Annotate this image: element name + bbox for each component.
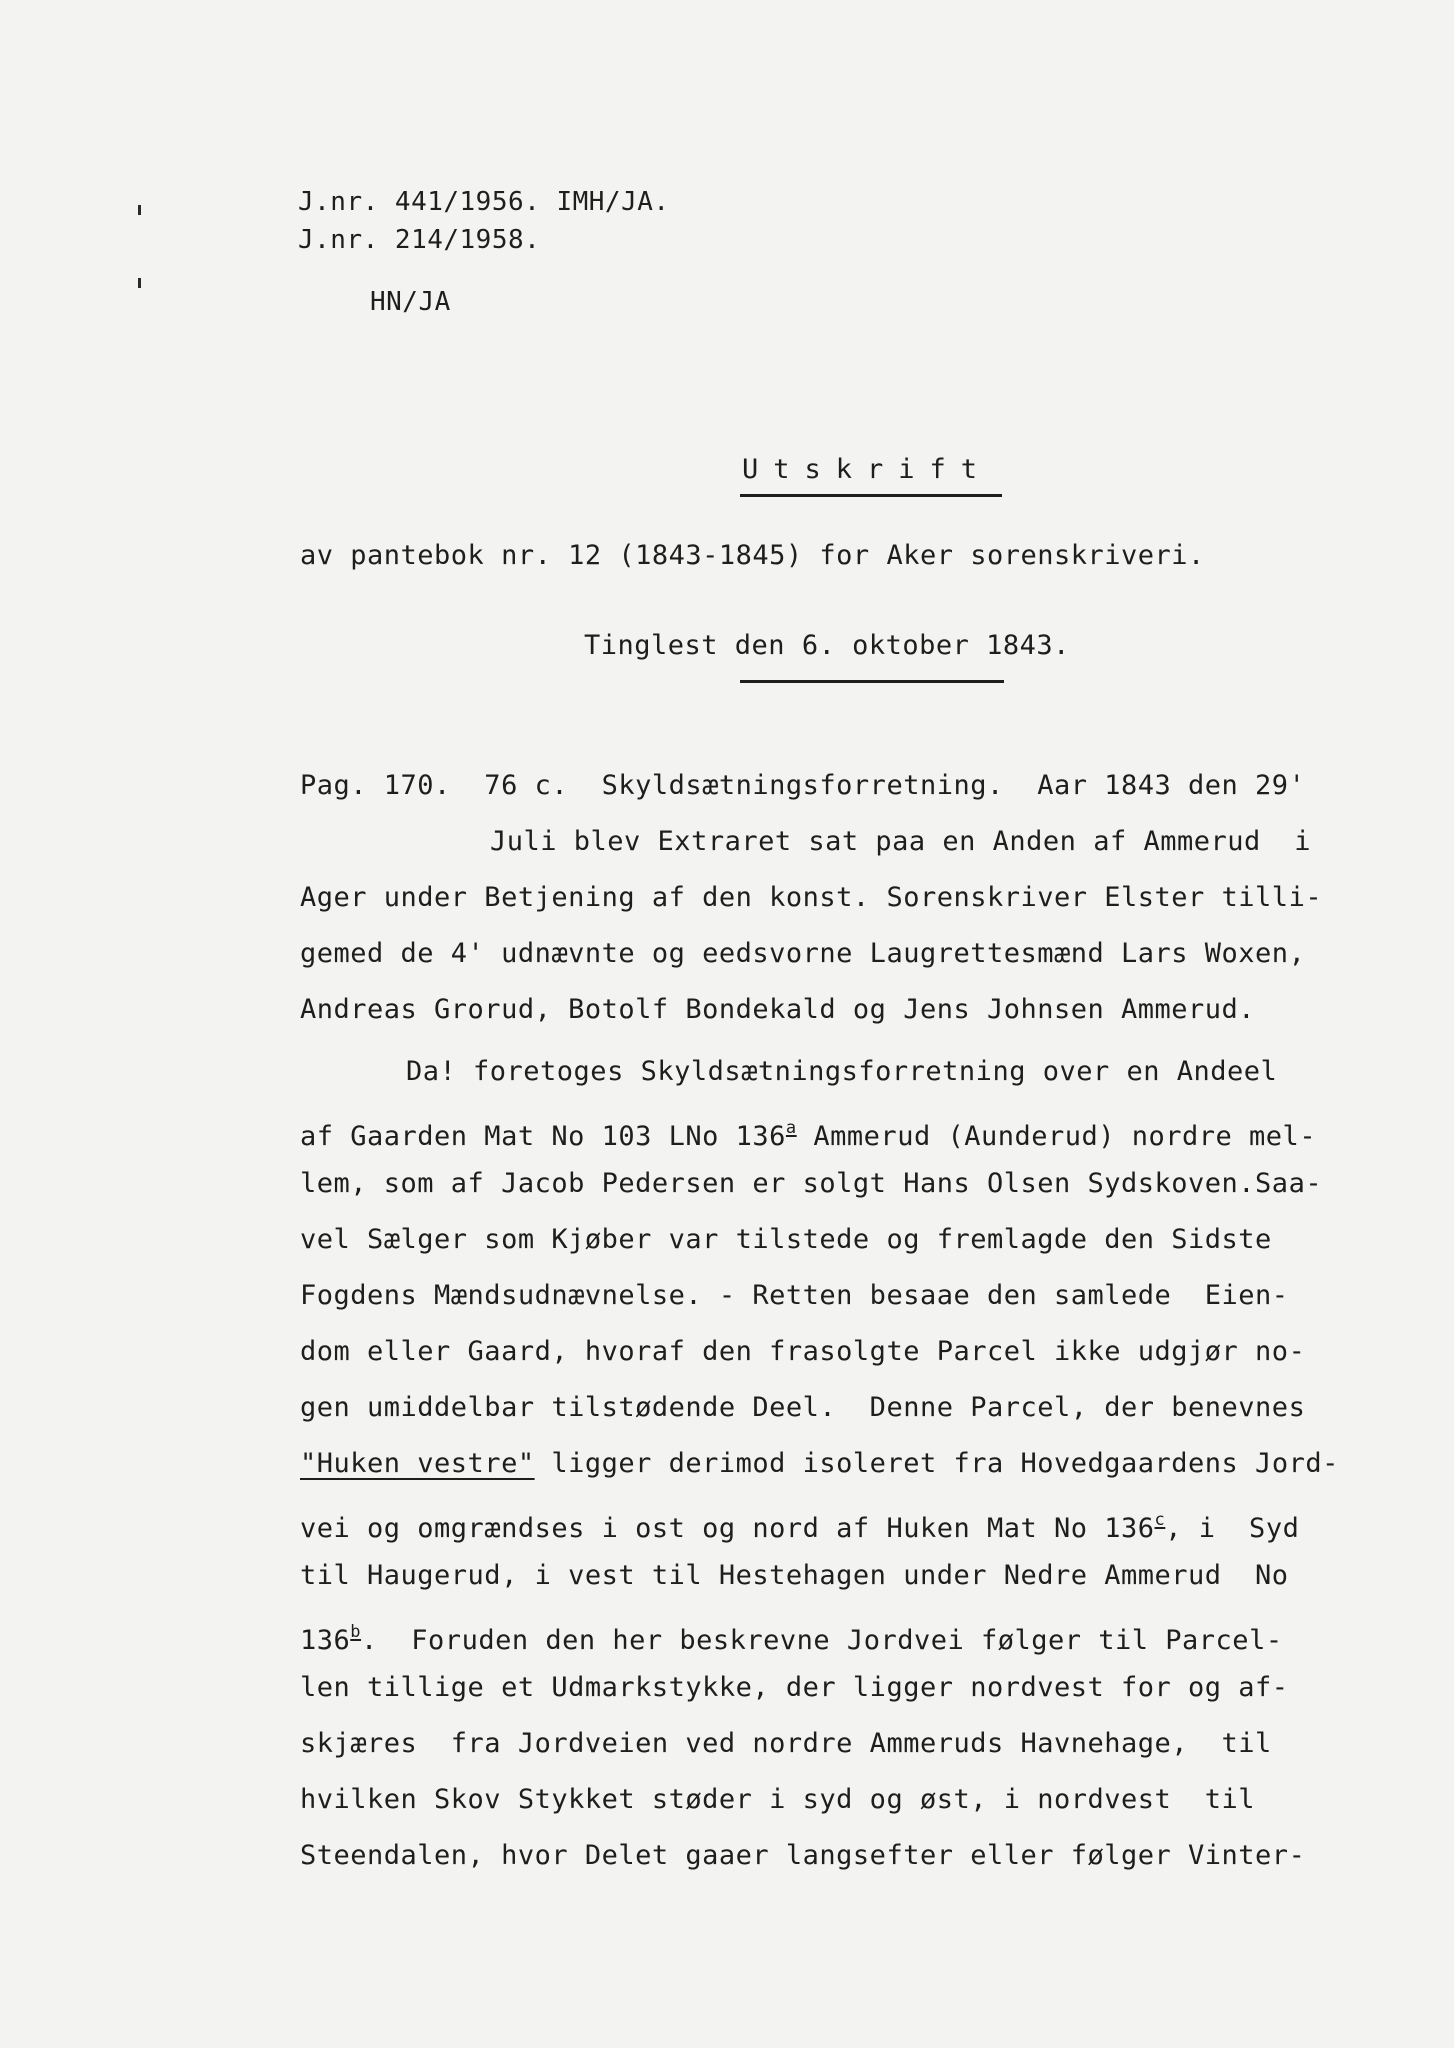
body-line-7 xyxy=(300,1112,1316,1153)
body-line-16-end: . Foruden den her beskrevne Jordvei følger til Parcel- xyxy=(361,1625,1283,1656)
superscript-a: a xyxy=(785,1118,797,1138)
underlined-place-name: "Huken vestre" xyxy=(300,1448,535,1479)
body-line-16 xyxy=(300,1616,1283,1657)
document-title: Utskrift xyxy=(742,454,993,485)
body-line-16-start: 136 xyxy=(300,1625,351,1656)
body-line-11: dom eller Gaard, hvoraf den frasolgte Parcel ikke udgjør no- xyxy=(300,1336,1306,1367)
body-line-14-start: vei og omgrændses i ost og nord af Huken Mat No 136 xyxy=(300,1513,1155,1544)
body-line-1: Pag. 170. 76 c. Skyldsætningsforretning. Aar 1843 den 29' xyxy=(300,770,1306,801)
body-line-20: Steendalen, hvor Delet gaaer langsefter eller følger Vinter- xyxy=(300,1840,1306,1871)
body-line-9: vel Sælger som Kjøber var tilstede og fremlagde den Sidste xyxy=(300,1224,1272,1255)
separator-rule xyxy=(740,680,1004,683)
body-line-5: Andreas Grorud, Botolf Bondekald og Jens Johnsen Ammerud. xyxy=(300,994,1256,1025)
body-line-2: Juli blev Extraret sat paa en Anden af Ammerud i xyxy=(490,826,1312,857)
subtitle-line-1: av pantebok nr. 12 (1843-1845) for Aker sorenskriveri. xyxy=(300,540,1205,571)
superscript-b: b xyxy=(350,1622,362,1642)
body-line-14 xyxy=(300,1504,1299,1545)
body-line-10: Fogdens Mændsudnævnelse. - Retten besaae den samlede Eien- xyxy=(300,1280,1289,1311)
body-line-18: skjæres fra Jordveien ved nordre Ammeruds Havnehage, til xyxy=(300,1728,1272,1759)
body-line-19: hvilken Skov Stykket støder i syd og øst, i nordvest til xyxy=(300,1784,1256,1815)
title-underline xyxy=(740,494,1002,497)
body-line-8: lem, som af Jacob Pedersen er solgt Hans Olsen Sydskoven.Saa- xyxy=(300,1168,1323,1199)
initials: HN/JA xyxy=(370,287,451,317)
body-line-3: Ager under Betjening af den konst. Sorenskriver Elster tilli- xyxy=(300,882,1323,913)
body-line-7-start: af Gaarden Mat No 103 LNo 136 xyxy=(300,1121,786,1152)
body-line-15: til Haugerud, i vest til Hestehagen under Nedre Ammerud No xyxy=(300,1560,1289,1591)
body-line-4: gemed de 4' udnævnte og eedsvorne Laugrettesmænd Lars Woxen, xyxy=(300,938,1306,969)
body-line-6: Da! foretoges Skyldsætningsforretning over en Andeel xyxy=(406,1056,1278,1087)
body-line-12: gen umiddelbar tilstødende Deel. Denne Parcel, der benevnes xyxy=(300,1392,1306,1423)
subtitle-line-2: Tinglest den 6. oktober 1843. xyxy=(584,630,1070,661)
body-line-13-end: ligger derimod isoleret fra Hovedgaardens Jord- xyxy=(534,1448,1339,1479)
journal-number-1: J.nr. 441/1956. IMH/JA. xyxy=(298,187,670,217)
journal-number-2: J.nr. 214/1958. xyxy=(298,225,541,255)
body-line-7-end: Ammerud (Aunderud) nordre mel- xyxy=(796,1121,1317,1152)
body-line-13 xyxy=(300,1448,1339,1480)
body-line-17: len tillige et Udmarkstykke, der ligger nordvest for og af- xyxy=(300,1672,1289,1703)
margin-mark-1 xyxy=(138,205,141,215)
body-line-14-end: , i Syd xyxy=(1165,1513,1300,1544)
superscript-c: c xyxy=(1154,1510,1166,1530)
margin-mark-2 xyxy=(138,278,141,288)
